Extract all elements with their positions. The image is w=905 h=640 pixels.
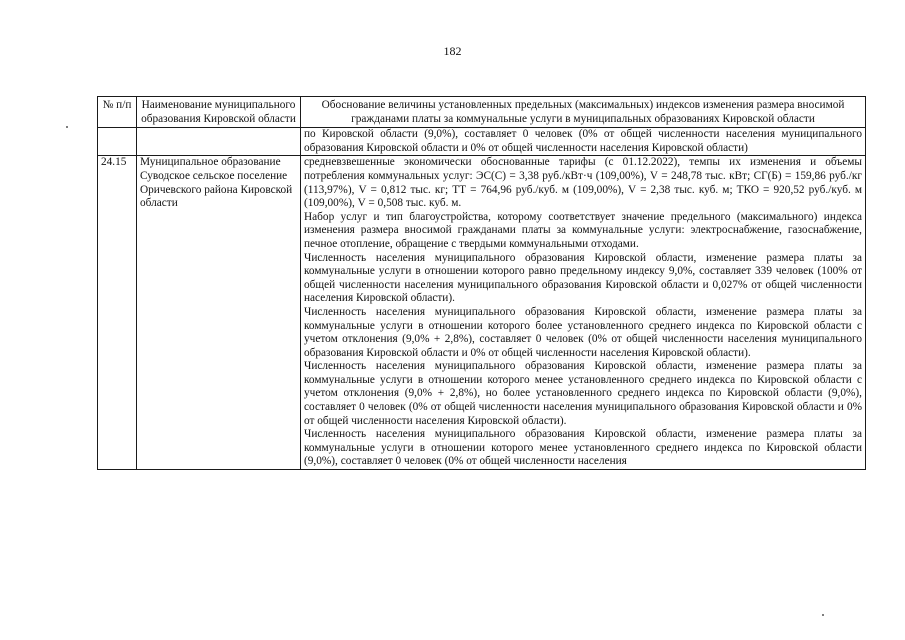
table-row <box>98 156 866 470</box>
tariffs-paragraph: средневзвешенные экономически обоснованные тарифы (с 01.12.2022), темпы их изменения и объемы потребления коммунальных услуг: ЭС(С) = 3,38 руб./кВт·ч (109,00%), V = 248,78 тыс. кВт; СГ(Б) = 159,86 руб./кг (113,97%), V = 0,812 тыс. кг; ТТ = 764,96 руб./куб. м (109,00%), V = 2,38 тыс. куб. м; ТКО = 920,52 руб./куб. м (109,00%), V = 0,508 тыс. куб. м. <box>304 156 862 210</box>
header-justification: Обоснование величины установленных предельных (максимальных) индексов изменения размера вносимой гражданами платы за коммунальные услуги в муниципальных образованиях Кировской области <box>301 97 866 128</box>
continuation-row <box>98 128 866 156</box>
population-equal-paragraph: Численность населения муниципального образования Кировской области, изменение размера платы за коммунальные услуги в отношении которого равно предельному индексу 9,0%, составляет 339 человек (100% от общей численности населения муниципального образования Кировской области и 0,027% от общей численности населения Кировской области). <box>304 251 862 305</box>
table-header-row <box>98 97 866 128</box>
row-num: 24.15 <box>98 156 137 470</box>
population-between-paragraph: Численность населения муниципального образования Кировской области, изменение размера платы за коммунальные услуги в отношении которого менее установленного среднего индекса по Кировской области с учетом отклонения (9,0% + 2,8%), но более установленного среднего индекса по Кировской области (9,0%), составляет 0 человек (0% от общей численности населения муниципального образования Кировской области и 0% от общей численности населения Кировской области). <box>304 360 862 427</box>
header-name: Наименование муниципального образования Кировской области <box>137 97 301 128</box>
page-number: 182 <box>443 44 462 58</box>
population-below-paragraph: Численность населения муниципального образования Кировской области, изменение размера платы за коммунальные услуги в отношении которого менее установленного среднего индекса по Кировской области (9,0%), составляет 0 человек (0% от общей численности населения <box>304 428 862 468</box>
continuation-text-cell <box>301 128 866 156</box>
tariff-index-table <box>97 96 866 470</box>
services-paragraph: Набор услуг и тип благоустройства, которому соответствует значение предельного (максимального) индекса изменения размера вносимой гражданами платы за коммунальные услуги: электроснабжение, газоснабжение, печное отопление, обращение с твердыми коммунальными отходами. <box>304 210 862 250</box>
row-municipality-name: Муниципальное образование Суводское сельское поселение Оричевского района Кировской области <box>137 156 301 470</box>
header-num: № п/п <box>98 97 137 128</box>
scan-speck <box>66 126 68 128</box>
continuation-paragraph: по Кировской области (9,0%), составляет 0 человек (0% от общей численности населения муниципального образования Кировской области и 0% от общей численности населения Кировской области) <box>304 128 862 154</box>
continuation-num-cell <box>98 128 137 156</box>
population-above-paragraph: Численность населения муниципального образования Кировской области, изменение размера платы за коммунальные услуги в отношении которого более установленного среднего индекса по Кировской области с учетом отклонения (9,0% + 2,8%), составляет 0 человек (0% от общей численности населения муниципального образования Кировской области и 0% от общей численности населения Кировской области). <box>304 305 862 359</box>
scan-speck <box>822 614 824 616</box>
continuation-name-cell <box>137 128 301 156</box>
row-justification <box>301 156 866 470</box>
